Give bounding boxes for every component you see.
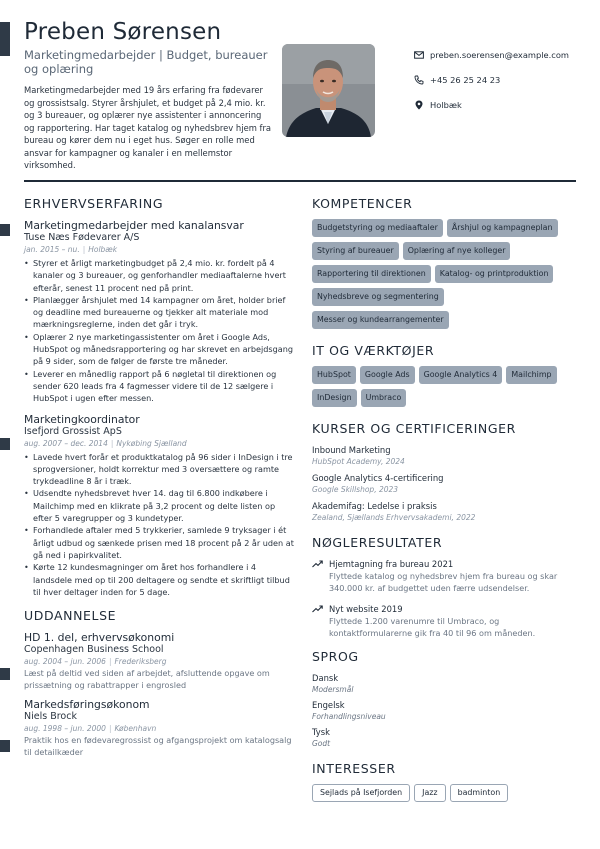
result-title: Hjemtagning fra bureau 2021 <box>329 559 454 569</box>
job-title: Marketingkoordinator <box>24 412 140 426</box>
result-entry <box>312 558 582 594</box>
meta-separator: | <box>108 723 112 733</box>
location-text: Holbæk <box>430 99 462 110</box>
job-bullet: • Leverer en månedlig rapport på 6 nøgletal til direktionen og sender 620 leads fra 4 fagmesser videre til de 12 sælgere i HubSpot i ugen efter messen. <box>24 368 294 405</box>
course-name: Akademifag: Ledelse i praksis <box>312 501 437 511</box>
candidate-title: Marketingmedarbejder | Budget, bureauer og oplæring <box>24 48 268 76</box>
skill-tag: Oplæring af nye kolleger <box>403 242 511 260</box>
results-list <box>312 558 582 639</box>
job-bullet: • Planlægger årshjulet med 14 kampagner om året, holder brief og deadline med bureauerne og tjekker alt materiale mod mærkningsreglerne, inden det går i tryk. <box>24 294 294 331</box>
skills-heading: KOMPETENCER <box>312 196 413 211</box>
education-meta <box>24 656 294 667</box>
job-bullets <box>24 257 294 405</box>
job-company: Isefjord Grossist ApS <box>24 425 122 437</box>
job-period: jan. 2015 – nu. <box>24 245 80 254</box>
skill-tag: Budgetstyring og mediaaftaler <box>312 219 443 237</box>
language-name: Engelsk <box>312 700 345 710</box>
meta-separator: | <box>110 438 114 448</box>
language-level: Modersmål <box>312 685 354 694</box>
language-name: Tysk <box>312 727 330 737</box>
job-location: Nykøbing Sjælland <box>116 438 187 448</box>
skill-tag: Årshjul og kampagneplan <box>447 219 558 237</box>
job-location: Holbæk <box>88 245 118 254</box>
meta-separator: | <box>108 657 112 667</box>
trend-up-icon <box>312 560 323 568</box>
profile-summary: Marketingmedarbejder med 19 års erfaring fra fødevarer og grossistsalg. Styrer årshjulet, et budget på 2,4 mio. kr. og 3 bureauer, og oplærer nye assistenter i annoncering og rapportering. Har taget katalog og nyhedsbrev hjem fra bureau og kører dem nu i eget hus. Søger en rolle med ansvar for kampagner og kanaler i en mellemstor virksomhed. <box>24 85 272 170</box>
skills-tags <box>312 219 582 329</box>
phone-text: +45 26 25 24 23 <box>430 74 501 85</box>
trend-up-icon <box>312 605 323 613</box>
resume-header <box>24 18 584 168</box>
language-entry <box>312 699 582 722</box>
course-name: Inbound Marketing <box>312 445 391 455</box>
course-name: Google Analytics 4-certificering <box>312 473 444 483</box>
interest-tag: badminton <box>450 784 509 802</box>
job-title: Marketingmedarbejder med kanalansvar <box>24 219 244 232</box>
language-level: Forhandlingsniveau <box>312 712 386 721</box>
education-degree: Markedsføringsøkonom <box>24 697 150 711</box>
education-period: aug. 1998 – jun. 2000 <box>24 723 106 733</box>
job-period: aug. 2007 – dec. 2014 <box>24 438 108 448</box>
course-entry <box>312 472 582 495</box>
interest-tag: Jazz <box>414 784 445 802</box>
results-heading: NØGLERESULTATER <box>312 535 443 550</box>
result-header <box>312 558 582 570</box>
courses-list <box>312 444 582 523</box>
profile-photo <box>282 44 375 137</box>
tool-tag: Google Ads <box>360 366 415 384</box>
result-description: Flyttede 1.200 varenumre til Umbraco, og kontaktformularerne gik fra 40 til 96 om måneden. <box>329 616 536 638</box>
job-bullet: • Kørte 12 kundesmagninger om året hos forhandlere i 4 landsdele med op til 200 deltagere og sendte et skriftligt tilbud til hver deltager inden for 5 dage. <box>24 561 294 598</box>
course-meta: Zealand, Sjællands Erhvervsakademi, 2022 <box>312 513 476 522</box>
job-bullet: • Lavede hvert forår et produktkatalog på 96 sider i InDesign i tre sprogversioner, holdt korrektur med 3 oversættere og ramte trykdeadline 8 år i træk. <box>24 451 294 488</box>
skill-tag: Katalog- og printproduktion <box>435 265 554 283</box>
education-school: Niels Brock <box>24 710 77 722</box>
course-meta: Google Skillshop, 2023 <box>312 485 399 494</box>
course-entry <box>312 444 582 467</box>
interests-heading: INTERESSER <box>312 761 396 776</box>
job-bullets <box>24 451 294 599</box>
job-bullet: • Oplærer 2 nye marketingassistenter om året i Google Ads, HubSpot og månedsrapportering og har skrevet en arbejdsgang på 9 sider, som de følger de første tre måneder. <box>24 331 294 368</box>
job-bullet: • Styrer et årligt marketingbudget på 2,4 mio. kr. fordelt på 4 kanaler og 3 bureauer, og genforhandler mediaaftalerne hvert efterår, senest 11 procent ned på print. <box>24 257 294 294</box>
contact-phone[interactable] <box>414 67 600 92</box>
contact-email[interactable] <box>414 42 600 67</box>
skill-tag: Styring af bureauer <box>312 242 399 260</box>
mail-icon <box>414 50 424 60</box>
courses-heading: KURSER OG CERTIFICERINGER <box>312 421 516 436</box>
tool-tag: Umbraco <box>361 389 407 407</box>
job-bullet: • Udsendte nyhedsbrevet hver 14. dag til 6.800 indkøbere i Mailchimp med en klikrate på 3,2 procent og delte listen op efter 5 varegrupper og 3 kundetyper. <box>24 487 294 524</box>
phone-icon <box>414 75 424 85</box>
header-divider <box>24 180 576 182</box>
interest-tag: Sejlads på Isefjorden <box>312 784 410 802</box>
education-meta <box>24 723 294 734</box>
course-meta: HubSpot Academy, 2024 <box>312 457 405 466</box>
accent-bar-job-2 <box>0 438 10 450</box>
job-entry <box>24 219 294 405</box>
course-entry <box>312 500 582 523</box>
tool-tag: Google Analytics 4 <box>419 366 503 384</box>
education-description: Praktik hos en fødevaregrossist og afgangsprojekt om katalogsalg til detailkæder <box>24 734 292 758</box>
languages-heading: SPROG <box>312 649 359 664</box>
skill-tag: Nyhedsbreve og segmentering <box>312 288 444 306</box>
result-entry <box>312 603 582 639</box>
tool-tag: InDesign <box>312 389 357 407</box>
contact-block <box>414 42 600 117</box>
education-entry <box>24 698 294 759</box>
email-text: preben.soerensen@example.com <box>430 49 570 60</box>
education-heading: UDDANNELSE <box>24 608 117 624</box>
education-school: Copenhagen Business School <box>24 644 164 656</box>
education-location: Frederiksberg <box>114 657 167 667</box>
result-header <box>312 603 582 615</box>
pin-icon <box>414 100 424 110</box>
accent-bar-edu-1 <box>0 668 10 680</box>
education-location: København <box>114 723 157 733</box>
language-level: Godt <box>312 739 331 748</box>
meta-separator: | <box>82 245 86 254</box>
interests-tags <box>312 784 582 802</box>
job-meta <box>24 438 294 449</box>
job-bullet: • Forhandlede aftaler med 5 trykkerier, samlede 9 tryksager i ét årligt udbud og sænkede prisen med 18 procent på 2 år uden at gå ned i papirkvalitet. <box>24 524 294 561</box>
tools-tags <box>312 366 582 407</box>
left-column <box>24 196 294 764</box>
languages-list <box>312 672 582 749</box>
contact-location <box>414 92 600 117</box>
job-company: Tuse Næs Fødevarer A/S <box>24 232 140 243</box>
education-period: aug. 2004 – jun. 2006 <box>24 657 106 667</box>
result-description: Flyttede katalog og nyhedsbrev hjem fra bureau og skar 340.000 kr. af budgettet uden færre udsendelser. <box>329 571 558 593</box>
tool-tag: Mailchimp <box>506 366 556 384</box>
accent-bar-header <box>0 22 10 56</box>
right-column <box>312 196 582 816</box>
education-entry <box>24 631 294 692</box>
result-title: Nyt website 2019 <box>329 604 403 614</box>
language-entry <box>312 726 582 749</box>
tool-tag: HubSpot <box>312 366 356 384</box>
experience-heading: ERHVERVSERFARING <box>24 196 164 211</box>
job-entry <box>24 413 294 599</box>
skill-tag: Rapportering til direktionen <box>312 265 431 283</box>
language-entry <box>312 672 582 695</box>
education-description: Læst på deltid ved siden af arbejdet, afsluttende opgave om prissætning og rabattrapper i engrosled <box>24 668 270 691</box>
candidate-name: Preben Sørensen <box>24 19 222 45</box>
accent-bar-edu-2 <box>0 740 10 752</box>
skill-tag: Messer og kundearrangementer <box>312 311 449 329</box>
job-meta <box>24 244 294 255</box>
accent-bar-job-1 <box>0 224 10 236</box>
language-name: Dansk <box>312 673 339 683</box>
tools-heading: IT OG VÆRKTØJER <box>312 343 435 358</box>
education-degree: HD 1. del, erhvervsøkonomi <box>24 631 175 645</box>
